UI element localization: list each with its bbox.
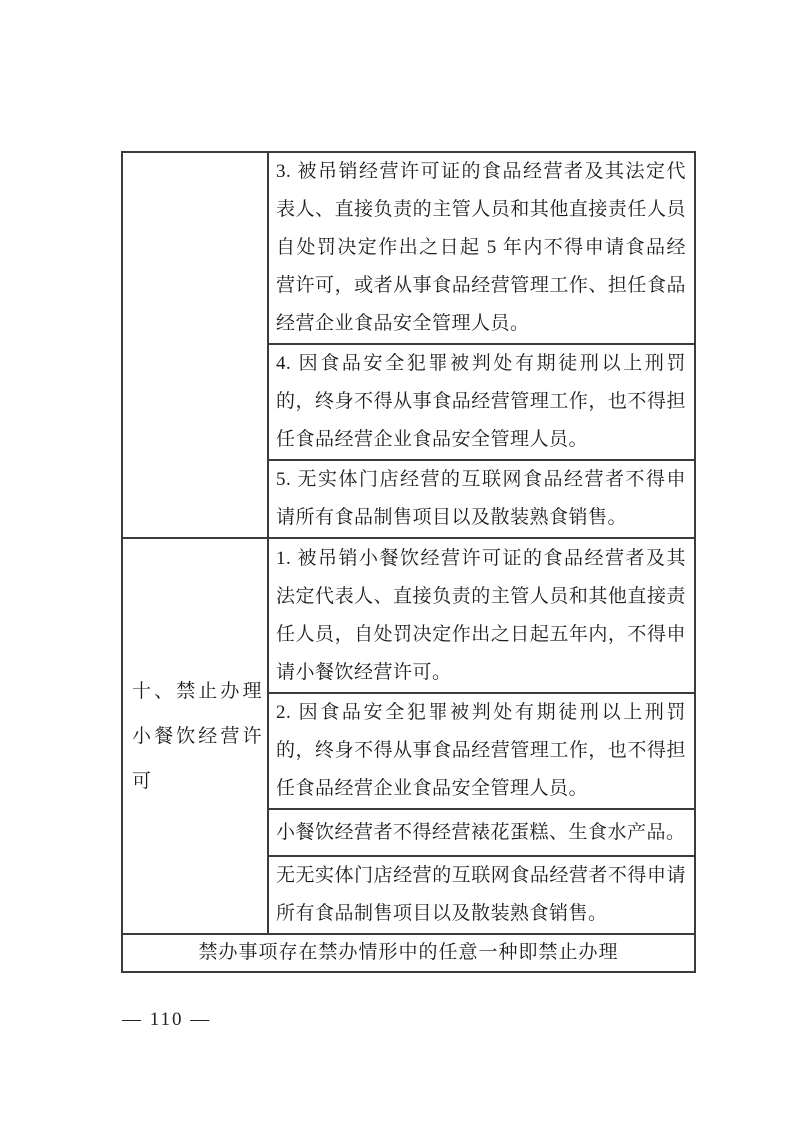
table-cell-section10-item-1: 1. 被吊销小餐饮经营许可证的食品经营者及其法定代表人、直接负责的主管人员和其他直接责任人员，自处罚决定作出之日起五年内，不得申请小餐饮经营许可。 [268,538,695,693]
table-cell-section10-item-2: 2. 因食品安全犯罪被判处有期徒刑以上刑罚的，终身不得从事食品经营管理工作，也不得担任食品经营企业食品安全管理人员。 [268,693,695,809]
table-cell-section10-item-3: 小餐饮经营者不得经营裱花蛋糕、生食水产品。 [268,809,695,856]
table-cell-item-3: 3. 被吊销经营许可证的食品经营者及其法定代表人、直接负责的主管人员和其他直接责任人员自处罚决定作出之日起 5 年内不得申请食品经营许可，或者从事食品经营管理工作、担任食品经营企业食品安全管理人员。 [268,152,695,344]
table-cell-item-5: 5. 无实体门店经营的互联网食品经营者不得申请所有食品制售项目以及散装熟食销售。 [268,460,695,538]
table-cell-item-4: 4. 因食品安全犯罪被判处有期徒刑以上刑罚的，终身不得从事食品经营管理工作，也不得担任食品经营企业食品安全管理人员。 [268,344,695,460]
content-table [121,151,696,973]
page-number: — 110 — [122,1009,212,1030]
table-row [122,538,695,693]
table-cell-section10-item-4: 无无实体门店经营的互联网食品经营者不得申请所有食品制售项目以及散装熟食销售。 [268,856,695,934]
section-label-cell-empty [122,152,268,538]
section-10-label-cell: 十、禁止办理小餐饮经营许可 [122,538,268,934]
table-row [122,934,695,972]
table-note-row: 禁办事项存在禁办情形中的任意一种即禁止办理 [122,934,695,972]
table-row [122,152,695,344]
